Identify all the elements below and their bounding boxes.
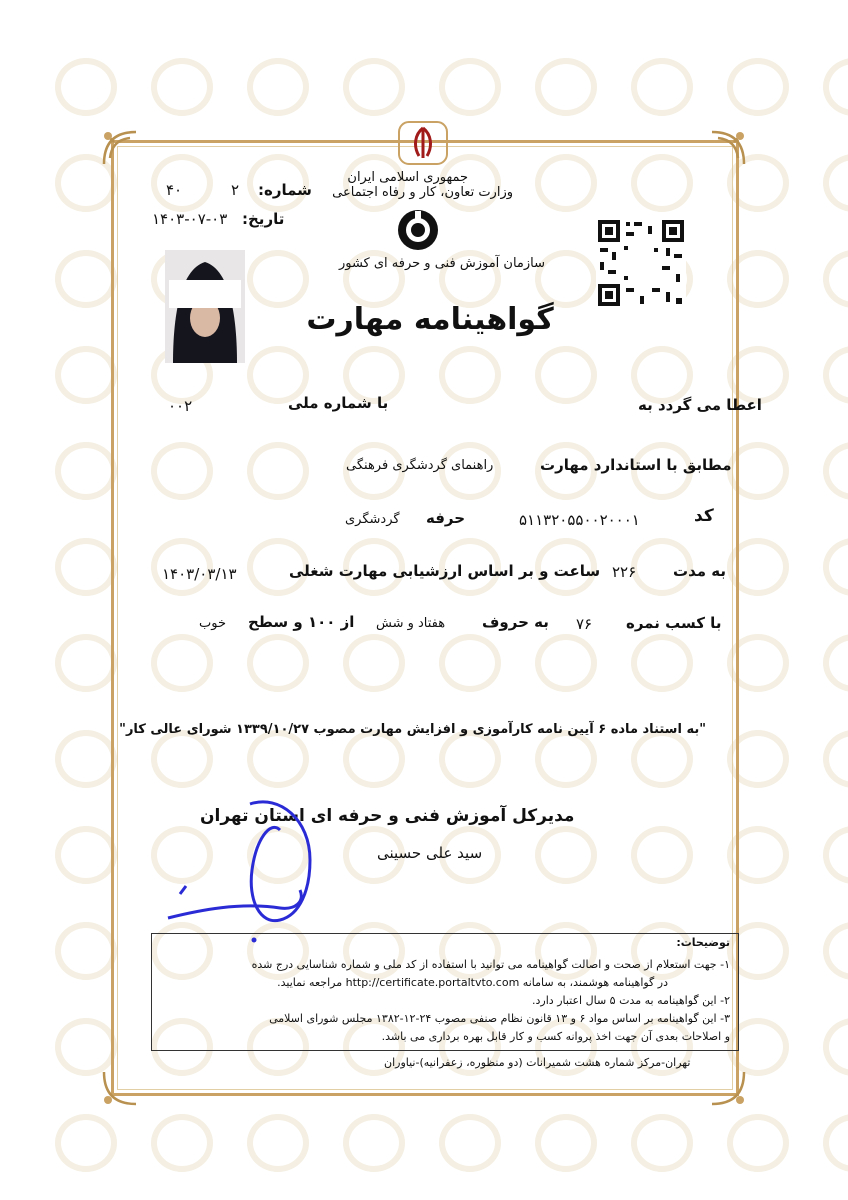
watermark-emblem-icon xyxy=(535,58,597,116)
iran-emblem-icon xyxy=(397,120,449,166)
watermark-emblem-icon xyxy=(823,922,848,980)
corner-ornament-icon xyxy=(708,128,748,168)
watermark-emblem-icon xyxy=(151,58,213,116)
craft-value: گردشگری xyxy=(345,512,400,527)
watermark-emblem-icon xyxy=(535,1114,597,1172)
qr-code xyxy=(596,218,686,308)
watermark-emblem-icon xyxy=(823,58,848,116)
watermark-emblem-icon xyxy=(55,826,117,884)
watermark-emblem-icon xyxy=(55,250,117,308)
watermark-emblem-icon xyxy=(343,1114,405,1172)
note-line: ۲- این گواهینامه به مدت ۵ سال اعتبار دارد. xyxy=(532,994,730,1007)
watermark-emblem-icon xyxy=(55,442,117,500)
note-line: ۱- جهت استعلام از صحت و اصالت گواهینامه می توانید با استفاده از کد ملی و شماره شناسایی درج شده xyxy=(251,958,730,971)
duration-label: به مدت xyxy=(673,562,726,580)
watermark-emblem-icon xyxy=(823,1114,848,1172)
notes-heading: توضیحات: xyxy=(676,936,730,949)
note-line: ۳- این گواهینامه بر اساس مواد ۶ و ۱۳ قانون نظام صنفی مصوب ۲۴-۱۲-۱۳۸۲ مجلس شورای اسلامی xyxy=(269,1012,730,1025)
in-words-label: به حروف xyxy=(482,613,549,631)
out-of-label: از ۱۰۰ و سطح xyxy=(248,613,355,631)
watermark-emblem-icon xyxy=(247,1114,309,1172)
signatory-title: مدیرکل آموزش فنی و حرفه ای استان تهران xyxy=(200,806,575,826)
watermark-emblem-icon xyxy=(823,154,848,212)
date-value: ۱۴۰۳-۰۷-۰۳ xyxy=(152,210,228,228)
certificate-title: گواهینامه مهارت xyxy=(306,302,554,337)
code-label: کد xyxy=(694,506,714,526)
watermark-emblem-icon xyxy=(631,58,693,116)
score-label: با کسب نمره xyxy=(626,614,722,632)
organization-name: سازمان آموزش فنی و حرفه ای کشور xyxy=(338,256,545,271)
granted-to-label: اعطا می گردد به xyxy=(638,396,762,414)
national-id-value: ۰۰۲ xyxy=(168,397,193,415)
assessment-label: ساعت و بر اساس ارزشیابی مهارت شغلی xyxy=(289,562,601,580)
note-line: و اصلاحات بعدی آن جهت اخذ پروانه کسب و کار قابل بهره برداری می باشد. xyxy=(381,1030,730,1043)
watermark-emblem-icon xyxy=(151,1114,213,1172)
regulation-note: "به استناد ماده ۶ آیین نامه کارآموزی و افزایش مهارت مصوب ۱۳۳۹/۱۰/۲۷ شورای عالی کار" xyxy=(119,722,706,737)
national-id-label: با شماره ملی xyxy=(288,394,389,412)
tvto-logo-icon xyxy=(396,208,440,252)
in-words-value: هفتاد و شش xyxy=(376,616,446,631)
organization-address: تهران-مرکز شماره هشت شمیرانات (دو منظوره، زعفرانیه)-نیاوران xyxy=(384,1056,691,1069)
watermark-emblem-icon xyxy=(55,538,117,596)
duration-value: ۲۲۶ xyxy=(612,563,637,581)
watermark-emblem-icon xyxy=(247,58,309,116)
watermark-emblem-icon xyxy=(55,922,117,980)
watermark-emblem-icon xyxy=(727,1114,789,1172)
watermark-emblem-icon xyxy=(631,1114,693,1172)
ministry-name: وزارت تعاون، کار و رفاه اجتماعی xyxy=(332,185,513,200)
country-name: جمهوری اسلامی ایران xyxy=(347,170,468,185)
watermark-emblem-icon xyxy=(343,58,405,116)
note-line: در گواهینامه هوشمند، به سامانه http://certificate.portaltvto.com مراجعه نمایید. xyxy=(277,976,668,989)
corner-ornament-icon xyxy=(100,128,140,168)
watermark-emblem-icon xyxy=(439,58,501,116)
date-label: تاریخ: xyxy=(242,210,285,228)
watermark-emblem-icon xyxy=(823,826,848,884)
score-value: ۷۶ xyxy=(576,615,593,633)
watermark-emblem-icon xyxy=(823,634,848,692)
signatory-name: سید علی حسینی xyxy=(377,844,483,862)
watermark-emblem-icon xyxy=(823,250,848,308)
corner-ornament-icon xyxy=(708,1068,748,1108)
standard-value: راهنمای گردشگری فرهنگی xyxy=(346,458,494,473)
watermark-emblem-icon xyxy=(823,346,848,404)
signature xyxy=(160,790,330,950)
watermark-emblem-icon xyxy=(823,730,848,788)
holder-photo xyxy=(165,250,245,363)
corner-ornament-icon xyxy=(100,1068,140,1108)
watermark-emblem-icon xyxy=(55,730,117,788)
number-value: ۲ xyxy=(231,181,240,199)
watermark-emblem-icon xyxy=(727,58,789,116)
watermark-emblem-icon xyxy=(55,58,117,116)
standard-label: مطابق با استاندارد مهارت xyxy=(540,456,732,474)
craft-label: حرفه xyxy=(426,509,466,527)
watermark-emblem-icon xyxy=(55,1114,117,1172)
assessment-date: ۱۴۰۳/۰۳/۱۳ xyxy=(162,565,237,583)
code-value: ۵۱۱۳۲۰۵۵۰۰۲۰۰۰۱ xyxy=(519,511,640,529)
watermark-emblem-icon xyxy=(823,1018,848,1076)
notes-box xyxy=(151,933,739,1051)
watermark-emblem-icon xyxy=(823,442,848,500)
number-label: شماره: xyxy=(258,181,312,199)
watermark-emblem-icon xyxy=(823,538,848,596)
level-value: خوب xyxy=(199,616,226,631)
watermark-emblem-icon xyxy=(55,346,117,404)
number-extra: ۴۰ xyxy=(166,181,183,199)
watermark-emblem-icon xyxy=(439,1114,501,1172)
watermark-emblem-icon xyxy=(55,634,117,692)
